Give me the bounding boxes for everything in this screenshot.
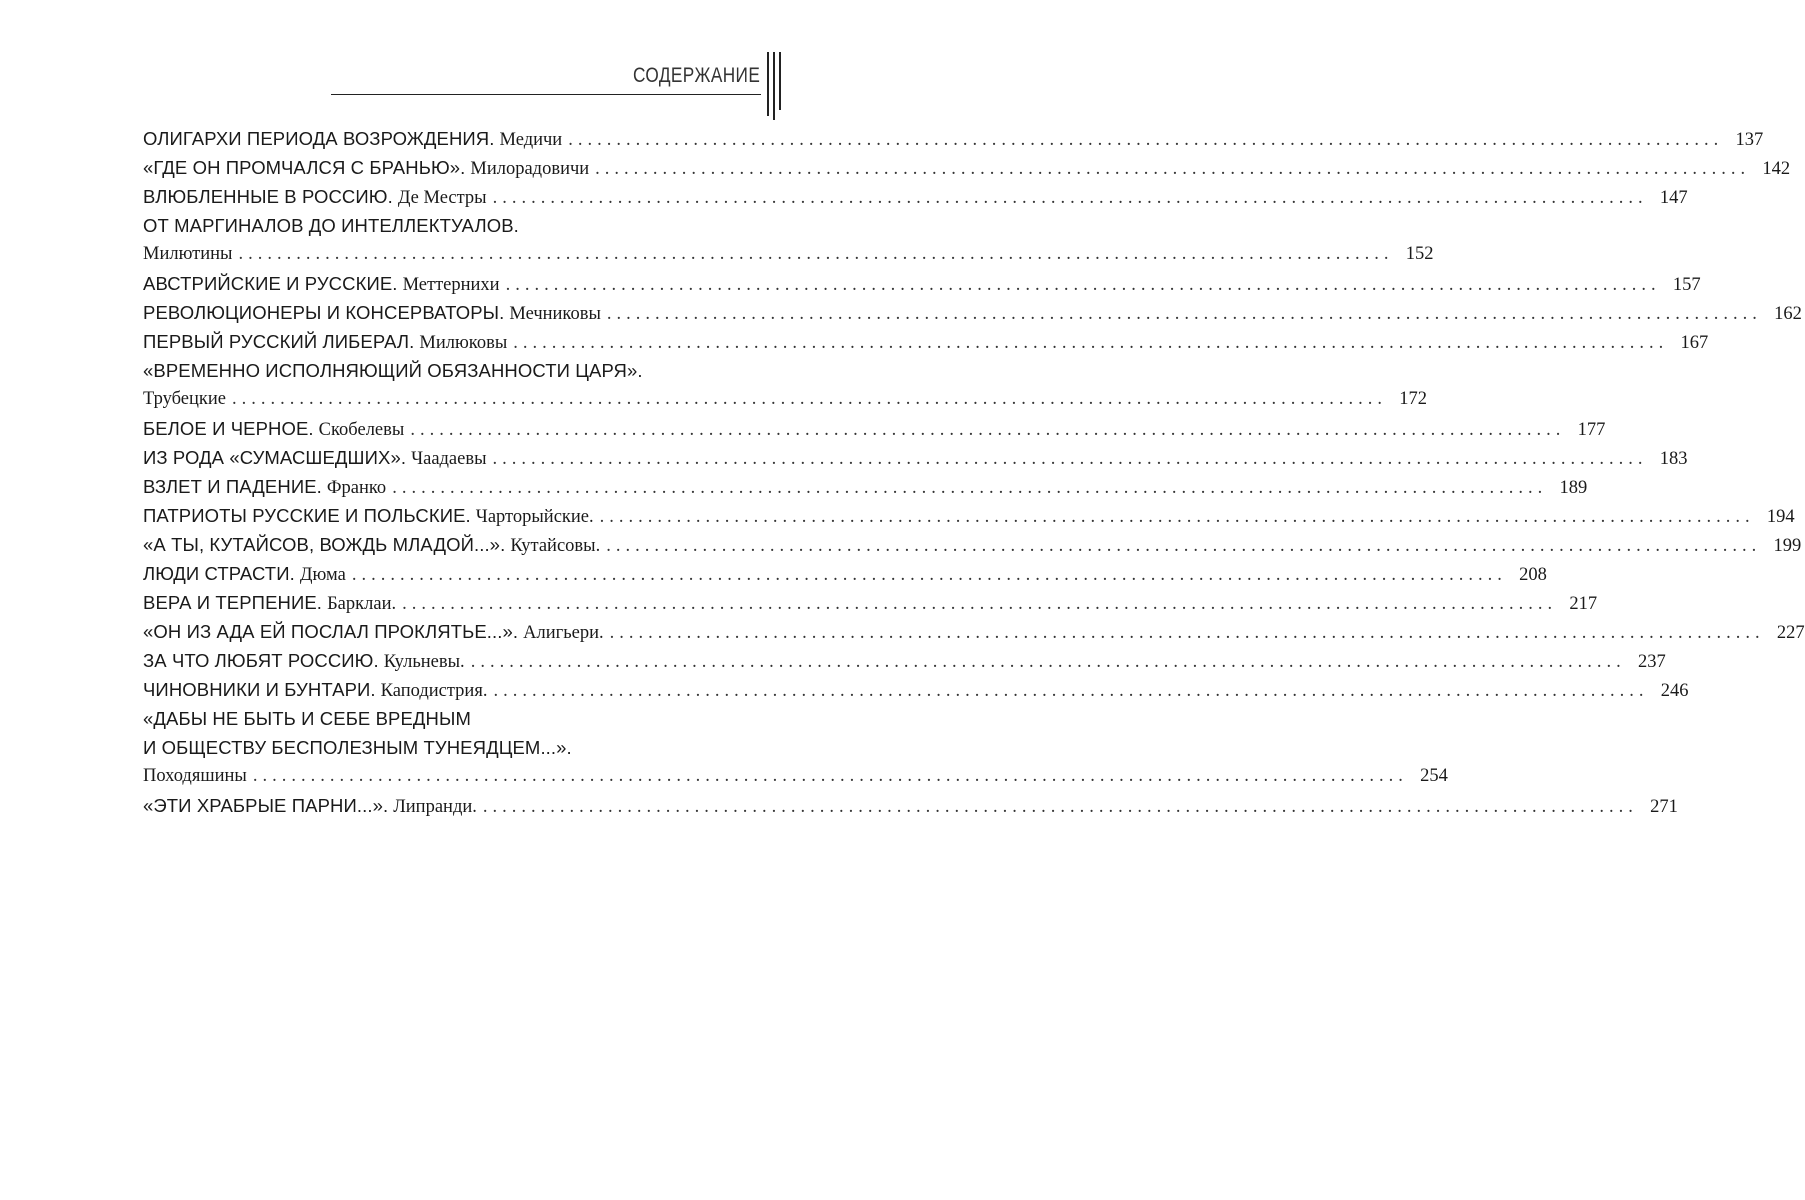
toc-entry-title: ВЗЛЕТ И ПАДЕНИЕ.: [143, 476, 322, 497]
dot-leader: ........................................................................................................................: [482, 797, 1638, 817]
toc-entry: [143, 240, 1434, 269]
toc-entry-title: ЗА ЧТО ЛЮБЯТ РОССИЮ.: [143, 650, 379, 671]
dot-leader: ........................................................................................................................: [513, 333, 1669, 353]
toc-entry: [143, 414, 1606, 443]
toc-entry: [143, 327, 1709, 356]
decorative-bar: [773, 52, 775, 120]
toc-entry-page: 271: [1650, 797, 1678, 817]
toc-entry: [143, 124, 1764, 153]
toc-entry-title: РЕВОЛЮЦИОНЕРЫ И КОНСЕРВАТОРЫ.: [143, 302, 505, 323]
toc-entry-title: ОЛИГАРХИ ПЕРИОДА ВОЗРОЖДЕНИЯ.: [143, 128, 495, 149]
toc-entry-author: Меттернихи: [402, 275, 500, 295]
toc-entry-page: 208: [1519, 565, 1547, 585]
dot-leader: ........................................................................................................................: [493, 681, 1649, 701]
toc-entry-title: ПАТРИОТЫ РУССКИЕ И ПОЛЬСКИЕ.: [143, 505, 471, 526]
toc-entry: [143, 269, 1701, 298]
toc-entry-page: 217: [1569, 594, 1598, 614]
toc-entry-title: «ЭТИ ХРАБРЫЕ ПАРНИ...».: [143, 795, 389, 816]
toc-entry-page: 199: [1773, 536, 1802, 556]
toc-entry-page: 237: [1637, 652, 1666, 672]
toc-entry-page: 167: [1680, 333, 1709, 353]
section-title: СОДЕРЖАНИЕ: [632, 64, 760, 87]
toc-entry: [143, 588, 1598, 617]
toc-entry-title: ЛЮДИ СТРАСТИ.: [143, 563, 295, 584]
dot-leader: ........................................................................................................................: [351, 565, 1507, 585]
toc-entry: [143, 472, 1588, 501]
toc-entry-page: 183: [1659, 449, 1688, 469]
dot-leader: ........................................................................................................................: [392, 478, 1548, 498]
header-rule: [331, 94, 761, 95]
toc-entry: [143, 443, 1688, 472]
toc-entry: [143, 617, 1805, 646]
dot-leader: ........................................................................................................................: [568, 130, 1724, 150]
toc-entry: [143, 153, 1791, 182]
toc-entry-author: Кутайсовы.: [510, 536, 601, 556]
toc-entry-page: 189: [1559, 478, 1588, 498]
toc-entry-title: «ГДЕ ОН ПРОМЧАЛСЯ С БРАНЬЮ».: [143, 157, 466, 178]
table-of-contents: [143, 124, 1805, 820]
toc-entry-page: 246: [1660, 681, 1689, 701]
toc-entry: [143, 298, 1802, 327]
toc-entry-author: Скобелевы: [318, 420, 405, 440]
toc-entry-author: Липранди.: [393, 797, 477, 817]
toc-entry: [143, 791, 1678, 820]
toc-entry-page: 227: [1776, 623, 1805, 643]
toc-entry: [143, 762, 1448, 791]
toc-entry-title: ОТ МАРГИНАЛОВ ДО ИНТЕЛЛЕКТУАЛОВ.: [143, 215, 519, 236]
dot-leader: ........................................................................................................................: [492, 449, 1648, 469]
toc-entry: [143, 733, 748, 762]
toc-entry-page: 137: [1735, 130, 1764, 150]
decorative-bar: [779, 52, 781, 110]
toc-entry-author: Кульневы.: [383, 652, 465, 672]
dot-leader: ........................................................................................................................: [492, 188, 1648, 208]
toc-entry-page: 177: [1577, 420, 1606, 440]
toc-entry-title: «ВРЕМЕННО ИСПОЛНЯЮЩИЙ ОБЯЗАННОСТИ ЦАРЯ».: [143, 360, 643, 381]
decorative-bar: [767, 52, 769, 116]
toc-entry-title: ПЕРВЫЙ РУССКИЙ ЛИБЕРАЛ.: [143, 331, 415, 352]
toc-entry: [143, 182, 1688, 211]
toc-entry-author: Милорадовичи: [470, 159, 590, 179]
dot-leader: ........................................................................................................................: [606, 536, 1762, 556]
dot-leader: ........................................................................................................................: [232, 389, 1387, 409]
toc-entry-author: Милютины: [143, 244, 233, 264]
toc-entry-title: ИЗ РОДА «СУМАСШЕДШИХ».: [143, 447, 407, 468]
toc-entry-title: АВСТРИЙСКИЕ И РУССКИЕ.: [143, 273, 398, 294]
toc-entry-page: 152: [1405, 244, 1434, 264]
toc-entry-author: Франко: [326, 478, 387, 498]
toc-entry-page: 172: [1399, 389, 1427, 409]
toc-entry-author: Чарторыйские.: [475, 507, 594, 527]
dot-leader: ........................................................................................................................: [410, 420, 1566, 440]
toc-entry-author: Барклаи.: [327, 594, 397, 614]
toc-entry-title: «ДАБЫ НЕ БЫТЬ И СЕБЕ ВРЕДНЫМ: [143, 708, 472, 729]
toc-entry: [143, 501, 1795, 530]
toc-entry-title: И ОБЩЕСТВУ БЕСПОЛЕЗНЫМ ТУНЕЯДЦЕМ...».: [143, 737, 572, 758]
dot-leader: ........................................................................................................................: [505, 275, 1661, 295]
toc-entry-title: ЧИНОВНИКИ И БУНТАРИ.: [143, 679, 376, 700]
toc-entry-page: 194: [1766, 507, 1795, 527]
toc-entry: [143, 211, 748, 240]
toc-entry-title: БЕЛОЕ И ЧЕРНОЕ.: [143, 418, 314, 439]
toc-entry-title: ВЛЮБЛЕННЫЕ В РОССИЮ.: [143, 186, 393, 207]
dot-leader: ........................................................................................................................: [252, 766, 1408, 786]
toc-entry-author: Каподистрия.: [380, 681, 488, 701]
toc-entry-page: 162: [1774, 304, 1802, 324]
toc-entry-page: 254: [1420, 766, 1448, 786]
toc-entry-author: Де Местры: [397, 188, 487, 208]
toc-entry-author: Трубецкие: [143, 389, 226, 409]
toc-entry-author: Алигьери.: [523, 623, 604, 643]
toc-entry: [143, 385, 1427, 414]
toc-entry-author: Мечниковы: [509, 304, 601, 324]
toc-entry-author: Чаадаевы: [411, 449, 487, 469]
toc-entry: [143, 704, 748, 733]
dot-leader: ........................................................................................................................: [402, 594, 1558, 614]
toc-entry-author: Медичи: [499, 130, 563, 150]
dot-leader: ........................................................................................................................: [606, 304, 1762, 324]
toc-entry: [143, 559, 1547, 588]
toc-entry-author: Дюма: [299, 565, 346, 585]
toc-entry: [143, 356, 748, 385]
toc-entry: [143, 646, 1666, 675]
dot-leader: ........................................................................................................................: [470, 652, 1626, 672]
toc-entry-page: 142: [1762, 159, 1791, 179]
toc-entry-author: Милюковы: [419, 333, 508, 353]
toc-entry-title: «ОН ИЗ АДА ЕЙ ПОСЛАЛ ПРОКЛЯТЬЕ...».: [143, 621, 519, 642]
toc-entry: [143, 530, 1802, 559]
dot-leader: ........................................................................................................................: [238, 244, 1394, 264]
toc-entry-title: «А ТЫ, КУТАЙСОВ, ВОЖДЬ МЛАДОЙ...».: [143, 534, 506, 555]
toc-entry-title: ВЕРА И ТЕРПЕНИЕ.: [143, 592, 323, 613]
toc-entry-author: Походяшины: [143, 766, 247, 786]
dot-leader: ........................................................................................................................: [609, 623, 1765, 643]
toc-entry-page: 157: [1672, 275, 1701, 295]
toc-entry-page: 147: [1659, 188, 1688, 208]
dot-leader: ........................................................................................................................: [595, 159, 1751, 179]
dot-leader: ........................................................................................................................: [599, 507, 1755, 527]
toc-entry: [143, 675, 1689, 704]
